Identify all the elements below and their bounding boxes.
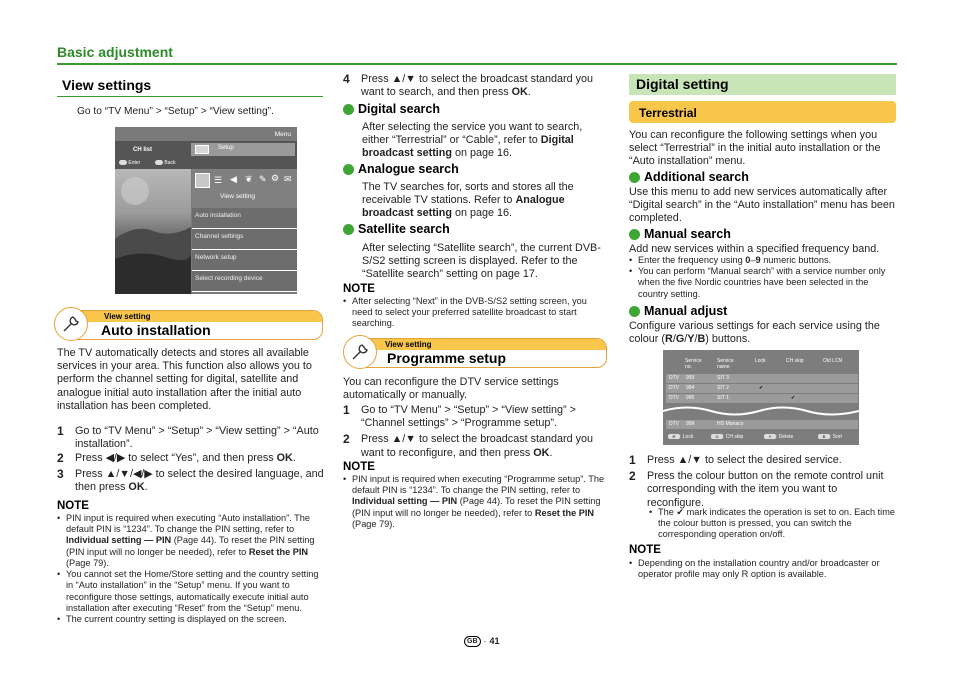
- note-item: • The current country setting is displayed on the screen.: [57, 614, 327, 625]
- title-underline: [57, 96, 323, 97]
- digital-setting-title: Digital setting: [636, 76, 729, 92]
- view-setting-icon: [195, 173, 210, 188]
- terrestrial-subheader: [629, 101, 896, 123]
- step-text: Press the colour button on the remote control unit corresponding with the item you want to reconfigure.: [647, 470, 884, 509]
- setup-tab: [191, 143, 295, 156]
- note-item: • Depending on the installation country and/or broadcaster or operator profile may only R option is available.: [629, 558, 897, 580]
- note-heading: NOTE: [57, 500, 89, 512]
- page-separator: ·: [483, 636, 487, 647]
- table-header-row: [663, 358, 859, 374]
- note-item: • Enter the frequency using 0–9 numeric buttons.: [629, 255, 897, 266]
- manual-search-text: Add new services within a specified frequency band.: [629, 243, 880, 255]
- menu-item-network-setup[interactable]: [192, 250, 297, 271]
- auto-installation-steps: [57, 425, 327, 494]
- step-number: 4: [343, 72, 350, 86]
- step-number: 1: [343, 403, 350, 417]
- view-settings-title: View settings: [62, 77, 152, 93]
- manual-search-bullets: [629, 255, 897, 300]
- equalizer-icon: ☰: [214, 175, 223, 185]
- col-lock: Lock: [755, 358, 766, 364]
- step-text: Press ▲/▼ to select the broadcast standard you want to search, and then press OK.: [361, 73, 594, 99]
- analogue-search-heading: Analogue search: [343, 162, 459, 177]
- col-service-no: Service no.: [685, 358, 702, 371]
- bullet-dot-icon: [343, 224, 354, 235]
- back-key-label: Back: [164, 160, 176, 166]
- bullet-dot-icon: [629, 172, 640, 183]
- banner-title: Programme setup: [387, 350, 507, 366]
- goto-instruction: Go to “TV Menu” > “Setup” > “View setting”.: [77, 106, 274, 117]
- banner-tag: View setting: [61, 311, 322, 322]
- bullet-dot-icon: [629, 306, 640, 317]
- note-heading: NOTE: [343, 283, 375, 295]
- digital-setting-intro: You can reconfigure the following settings when you select “Terrestrial” in the initial auto installation or the “Auto installation” menu.: [629, 129, 881, 168]
- page-number: [464, 636, 500, 647]
- table-row[interactable]: DTV 999 HD Monaco: [666, 420, 858, 429]
- step-1: [629, 454, 897, 467]
- step-number: 2: [343, 432, 350, 447]
- wrench-icon: [350, 342, 370, 362]
- banner-tag: View setting: [350, 339, 606, 350]
- note-item: • The ✔ mark indicates the operation is set to on. Each time the colour button is pressed, you can switch the corresponding operation on/off.: [649, 507, 897, 541]
- step-text: Press ▲/▼/◀/▶ to select the desired language, and then press OK.: [75, 467, 324, 493]
- green-key-icon: G: [711, 434, 723, 439]
- step-text: Press ▲/▼ to select the broadcast standard you want to reconfigure, and then press OK.: [361, 433, 594, 459]
- mail-icon: ✉: [284, 174, 292, 184]
- note-item: • PIN input is required when executing “Auto installation”. The default PIN is “1234”. To change the PIN setting, refer to Individual setting — PIN (Page 44). To reset the PIN setting (PIN input will no longer be needed), refer to Reset the PIN (Page 79).: [57, 513, 327, 569]
- header-rule: [57, 63, 897, 65]
- bullet-dot-icon: [343, 164, 354, 175]
- note-item: • PIN input is required when executing “Programme setup”. The default PIN is “1234”. To change the PIN setting, refer to Individual setting — PIN (Page 44). To reset the PIN setting (PIN input will no longer be needed), refer to Reset the PIN (Page 79).: [343, 474, 605, 530]
- enter-key-icon: [119, 160, 127, 165]
- wrench-badge: [54, 307, 88, 341]
- step-1: [343, 404, 605, 430]
- back-key-icon: [155, 160, 163, 165]
- table-row[interactable]: DTV 994 SIT 2 ✔: [666, 384, 858, 393]
- manual-adjust-note: [629, 558, 897, 580]
- step-2: [343, 433, 605, 459]
- speaker-icon: ◀: [230, 174, 237, 184]
- menu-item-label: Channel settings: [195, 233, 244, 240]
- step-2: [629, 470, 897, 510]
- step-number: 2: [57, 451, 64, 466]
- menu-label: Menu: [274, 131, 291, 138]
- menu-item-channel-settings[interactable]: [192, 229, 297, 250]
- ch-list-label: CH list: [133, 147, 153, 153]
- step-1: [57, 425, 327, 451]
- step-2: [57, 452, 327, 465]
- menu-item-label: Auto installation: [195, 212, 241, 219]
- step-text: Go to “TV Menu” > “Setup” > “View setting” > “Channel settings” > “Programme setup”.: [361, 404, 576, 430]
- menu-item-label: Network setup: [195, 254, 237, 261]
- setup-icon: [195, 145, 209, 154]
- menu-screenshot: [115, 127, 297, 294]
- manual-adjust-steps: [629, 454, 897, 510]
- wrench-icon: [61, 314, 81, 334]
- section-header: Basic adjustment: [57, 44, 173, 60]
- programme-setup-steps: [343, 404, 605, 460]
- wrench-badge: [343, 335, 377, 369]
- landscape-image: [115, 169, 191, 294]
- step-number: 3: [57, 466, 64, 481]
- landscape-svg: [115, 169, 191, 294]
- step-text: Press ▲/▼ to select the desired service.: [647, 454, 842, 466]
- auto-installation-banner: [60, 310, 323, 340]
- banner-title: Auto installation: [101, 322, 211, 338]
- gb-badge: GB: [464, 636, 481, 647]
- note-item: • You cannot set the Home/Store setting and the country setting in “Auto installation” in the “Setup” menu. If you want to reconfigure those settings, automatically execute initial auto installation after executing “Reset” from the “Setup” menu.: [57, 569, 327, 614]
- step-number: 2: [629, 469, 636, 484]
- programme-setup-banner: [349, 338, 607, 368]
- note-item: • You can perform “Manual search” with a service number only when the five Nordic countries have been selected in the country setting.: [629, 266, 897, 300]
- analogue-search-text: The TV searches for, sorts and stores all the receivable TV stations. Refer to Analogue broadcast setting on page 16.: [362, 181, 574, 220]
- note-heading: NOTE: [343, 461, 375, 473]
- col-old-lcn: Old LCN: [823, 358, 843, 364]
- step-text: Go to “TV Menu” > “Setup” > “View setting” > “Auto installation”.: [75, 425, 319, 451]
- programme-setup-note: [343, 474, 605, 530]
- note-item: • After selecting “Next” in the DVB-S/S2 setting screen, you need to select your preferred satellite broadcast to start searching.: [343, 296, 605, 330]
- color-key-legend: R : Lock G : CH skip Y : Delete B : Sort: [663, 434, 859, 443]
- bullet-dot-icon: [629, 229, 640, 240]
- manual-adjust-heading: Manual adjust: [629, 304, 727, 319]
- col-ch-skip: CH skip: [786, 358, 804, 364]
- table-break-wave: [663, 404, 859, 418]
- page-num: 41: [489, 636, 500, 647]
- satellite-note: [343, 296, 605, 330]
- view-setting-caption: View setting: [220, 193, 255, 200]
- back-key-hint: [155, 160, 176, 166]
- service-table-screen: [663, 350, 859, 445]
- note-heading: NOTE: [629, 544, 661, 556]
- step-number: 1: [629, 453, 636, 467]
- menu-item-auto-installation[interactable]: [192, 208, 297, 229]
- step-text: Press ◀/▶ to select “Yes”, and then press OK.: [75, 452, 296, 465]
- step-4: [343, 73, 605, 99]
- wrench-icon: ✎: [259, 174, 267, 184]
- auto-installation-notes: [57, 513, 327, 625]
- bullet-dot-icon: [343, 104, 354, 115]
- col-service-name: Service name: [717, 358, 734, 371]
- yellow-key-icon: Y: [764, 434, 776, 439]
- enter-key-hint: [119, 160, 140, 166]
- auto-installation-intro: The TV automatically detects and stores all available services in your area. This function also allows you to perform the channel setting for digital, satellite and analogue initial auto installation after the initial auto installation has been completed.: [57, 347, 312, 412]
- satellite-search-text: After selecting “Satellite search”, the current DVB-S/S2 setting screen is displayed. Refer to the “Satellite search” setting on page 17.: [362, 242, 601, 281]
- menu-item-select-recording-device[interactable]: [192, 271, 297, 292]
- additional-search-heading: Additional search: [629, 170, 749, 185]
- programme-setup-intro: You can reconfigure the DTV service settings automatically or manually.: [343, 376, 559, 402]
- step-3: [57, 468, 327, 494]
- table-row[interactable]: DTV 995 SIT 1 ✔: [666, 394, 858, 403]
- red-key-icon: R: [668, 434, 680, 439]
- additional-search-text: Use this menu to add new services automatically after “Digital search” in the “Auto installation” menu has been completed.: [629, 186, 895, 225]
- menu-item-label: Select recording device: [195, 275, 263, 282]
- satellite-search-heading: Satellite search: [343, 222, 450, 237]
- table-row[interactable]: DTV 993 SIT 3: [666, 374, 858, 383]
- enter-key-label: Enter: [128, 160, 141, 166]
- terrestrial-title: Terrestrial: [639, 106, 697, 120]
- digital-setting-header: [629, 74, 896, 95]
- leaf-icon: ❦: [245, 174, 253, 184]
- digital-search-heading: Digital search: [343, 102, 440, 117]
- digital-search-text: After selecting the service you want to search, either “Terrestrial” or “Cable”, refer to Digital broadcast setting on page 16.: [362, 121, 583, 160]
- check-mark-note: [649, 507, 897, 541]
- manual-search-heading: Manual search: [629, 227, 731, 242]
- step-number: 1: [57, 424, 64, 438]
- blue-key-icon: B: [818, 434, 830, 439]
- gear-icon: ⚙: [271, 173, 280, 183]
- manual-adjust-text: Configure various settings for each service using the colour (R/G/Y/B) buttons.: [629, 320, 880, 346]
- setup-label: Setup: [218, 145, 234, 151]
